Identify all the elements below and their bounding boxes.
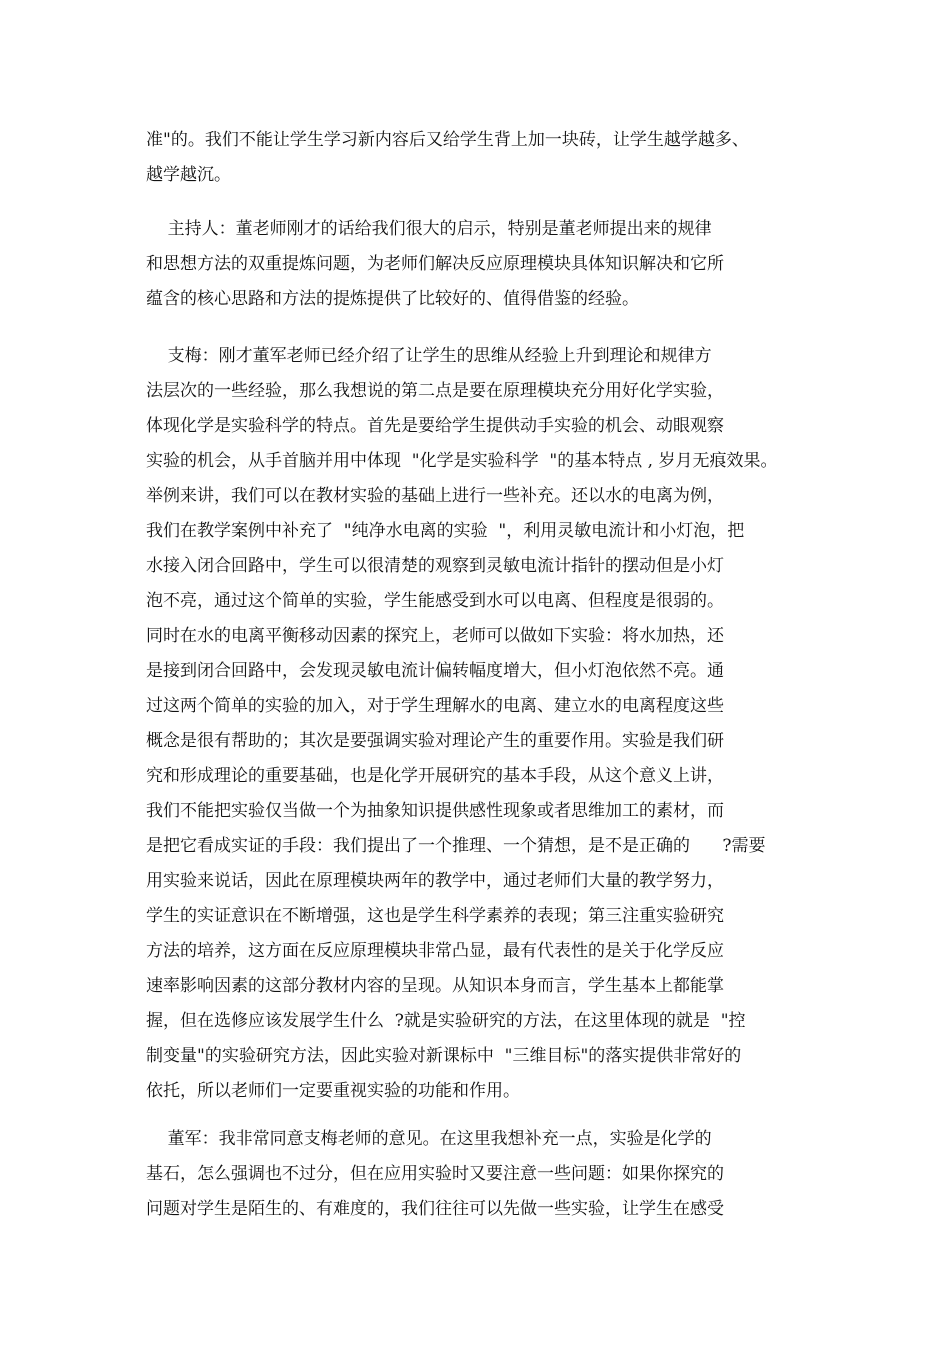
text-line: 学生的实证意识在不断增强，这也是学生科学素养的表现；第三注重实验研究 xyxy=(146,906,724,926)
text-line: 泡不亮，通过这个简单的实验，学生能感受到水可以电离、但程度是很弱的。 xyxy=(146,591,724,611)
text-line: 蕴含的核心思路和方法的提炼提供了比较好的、值得借鉴的经验。 xyxy=(146,289,639,309)
text-line: 是把它看成实证的手段：我们提出了一个推理、一个猜想，是不是正确的 ?需要 xyxy=(146,836,766,856)
text-line: 和思想方法的双重提炼问题，为老师们解决反应原理模块具体知识解决和它所 xyxy=(146,254,724,274)
text-line: 准"的。我们不能让学生学习新内容后又给学生背上加一块砖，让学生越学越多、 xyxy=(146,130,749,150)
text-line: 主持人：董老师刚才的话给我们很大的启示，特别是董老师提出来的规律 xyxy=(146,219,712,239)
text-line: 用实验来说话，因此在原理模块两年的教学中，通过老师们大量的教学努力， xyxy=(146,871,724,891)
text-line: 支梅：刚才董军老师已经介绍了让学生的思维从经验上升到理论和规律方 xyxy=(146,346,712,366)
text-line: 究和形成理论的重要基础，也是化学开展研究的基本手段，从这个意义上讲， xyxy=(146,766,724,786)
paragraph-3 xyxy=(146,339,846,1109)
text-line: 问题对学生是陌生的、有难度的，我们往往可以先做一些实验，让学生在感受 xyxy=(146,1199,724,1219)
text-line: 方法的培养，这方面在反应原理模块非常凸显，最有代表性的是关于化学反应 xyxy=(146,941,724,961)
text-line: 同时在水的电离平衡移动因素的探究上，老师可以做如下实验：将水加热，还 xyxy=(146,626,724,646)
text-line: 体现化学是实验科学的特点。首先是要给学生提供动手实验的机会、动眼观察 xyxy=(146,416,724,436)
paragraph-1 xyxy=(146,123,846,193)
text-line: 水接入闭合回路中，学生可以很清楚的观察到灵敏电流计指针的摆动但是小灯 xyxy=(146,556,724,576)
text-line: 法层次的一些经验，那么我想说的第二点是要在原理模块充分用好化学实验， xyxy=(146,381,724,401)
text-line: 基石，怎么强调也不过分，但在应用实验时又要注意一些问题：如果你探究的 xyxy=(146,1164,724,1184)
text-line: 概念是很有帮助的；其次是要强调实验对理论产生的重要作用。实验是我们研 xyxy=(146,731,724,751)
text-line: 依托，所以老师们一定要重视实验的功能和作用。 xyxy=(146,1081,520,1101)
text-line: 握，但在选修应该发展学生什么 ?就是实验研究的方法，在这里体现的就是 "控 xyxy=(146,1011,746,1031)
text-line: 我们不能把实验仅当做一个为抽象知识提供感性现象或者思维加工的素材，而 xyxy=(146,801,724,821)
paragraph-2 xyxy=(146,212,846,317)
text-line: 越学越沉。 xyxy=(146,165,231,185)
text-line: 过这两个简单的实验的加入，对于学生理解水的电离、建立水的电离程度这些 xyxy=(146,696,724,716)
text-line: 实验的机会，从手首脑并用中体现 "化学是实验科学 "的基本特点 , 岁月无痕效果。 xyxy=(146,451,778,471)
paragraph-4 xyxy=(146,1122,846,1227)
text-line: 举例来讲，我们可以在教材实验的基础上进行一些补充。还以水的电离为例， xyxy=(146,486,724,506)
text-line: 制变量"的实验研究方法，因此实验对新课标中 "三维目标"的落实提供非常好的 xyxy=(146,1046,742,1066)
text-line: 是接到闭合回路中，会发现灵敏电流计偏转幅度增大，但小灯泡依然不亮。通 xyxy=(146,661,724,681)
text-line: 董军：我非常同意支梅老师的意见。在这里我想补充一点，实验是化学的 xyxy=(146,1129,712,1149)
text-line: 我们在教学案例中补充了 "纯净水电离的实验 "，利用灵敏电流计和小灯泡，把 xyxy=(146,521,745,541)
text-line: 速率影响因素的这部分教材内容的呈现。从知识本身而言，学生基本上都能掌 xyxy=(146,976,724,996)
